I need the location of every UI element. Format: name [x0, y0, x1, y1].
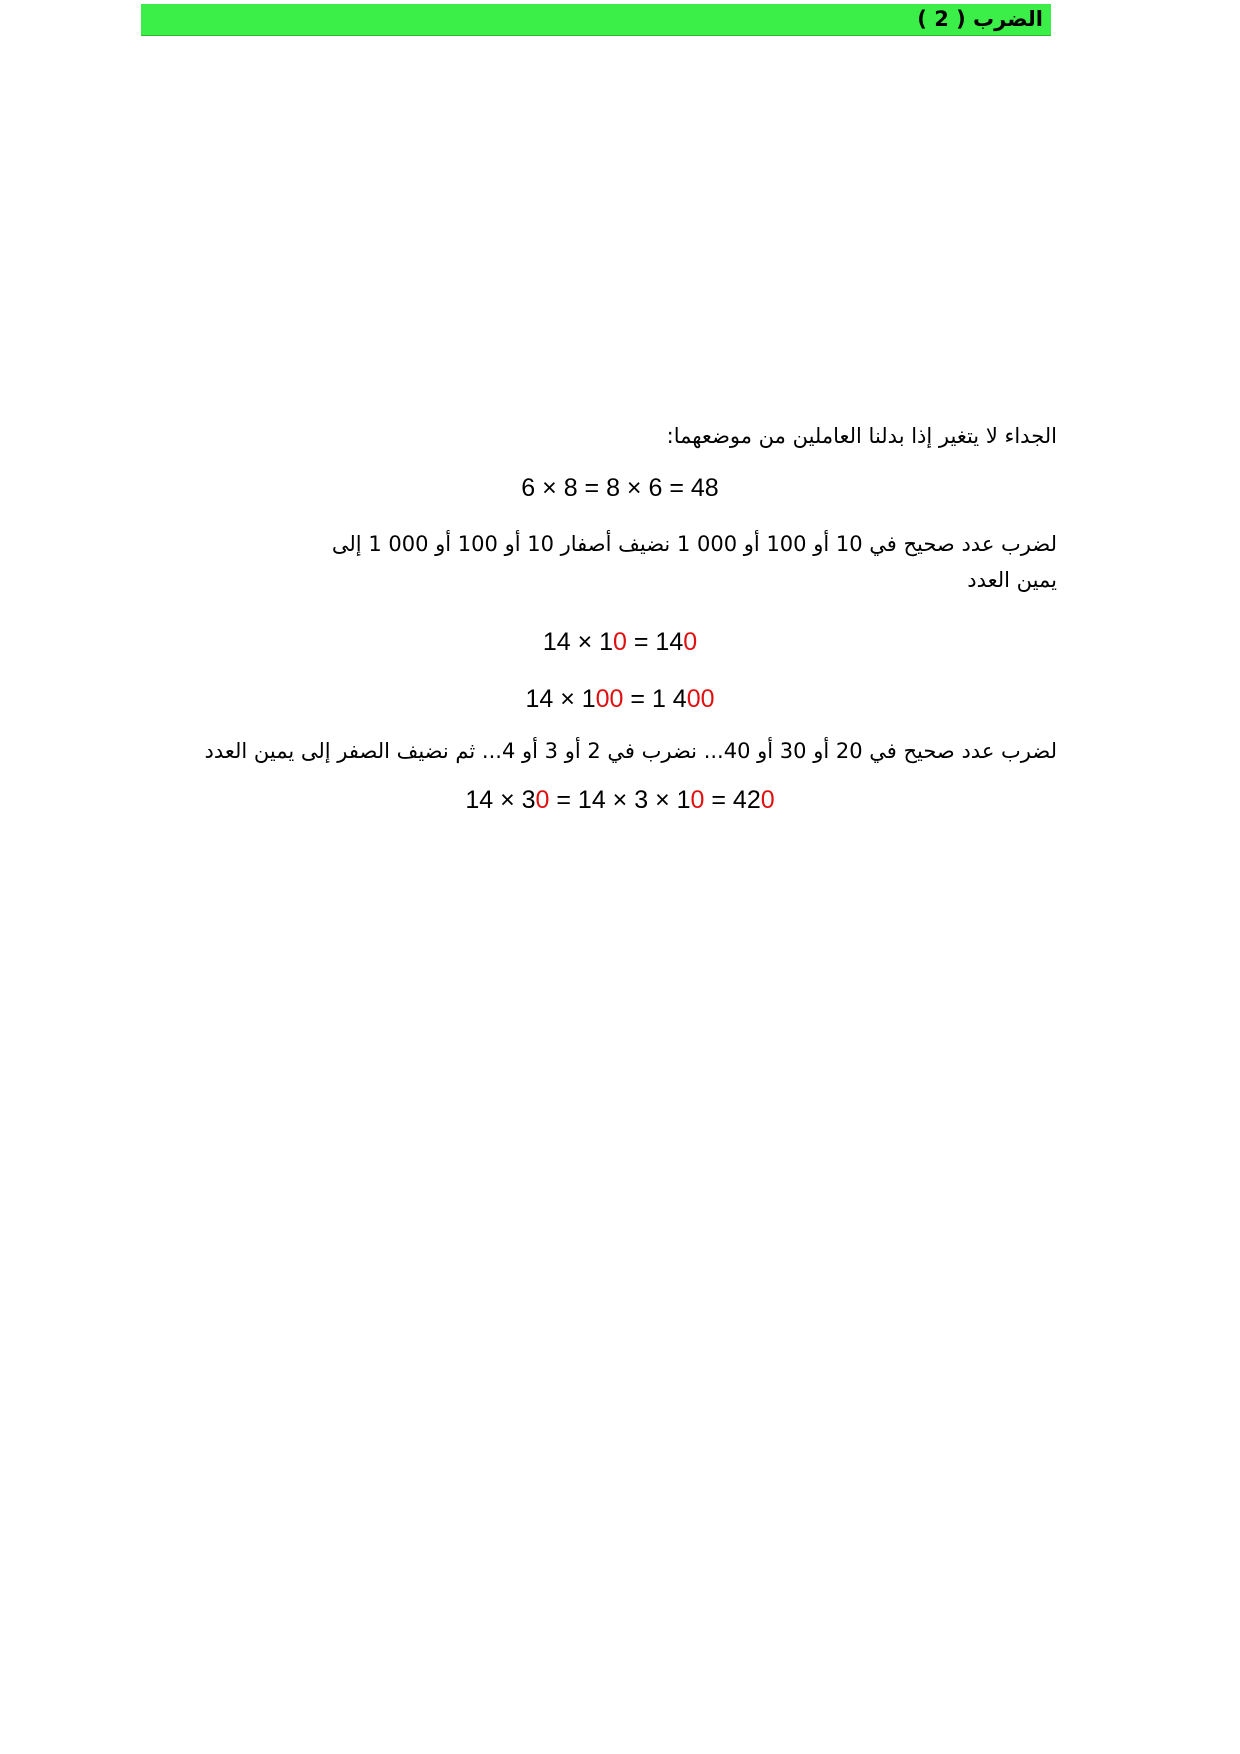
eq-thirty-red-zero-1: 0 — [535, 786, 550, 814]
eq-thirty-part-1: 14 × 3 — [465, 786, 536, 814]
eq-thirty-part-2: = 14 × 3 × 1 — [549, 786, 691, 814]
eq-thirty-red-zero-3: 0 — [760, 786, 775, 814]
powers-rule-line-1: لضرب عدد صحيح في 10 أو 100 أو 000 1 نضيف أصفار 10 أو 100 أو 000 1 إلى — [331, 532, 1057, 556]
powers-rule-line-2: يمين العدد — [967, 568, 1057, 592]
eq-ten-red-zero-b: 0 — [683, 628, 698, 656]
tens-rule-text: لضرب عدد صحيح في 20 أو 30 أو 40... نضرب في 2 أو 3 أو 4... ثم نضيف الصفر إلى يمين العدد — [204, 739, 1057, 763]
page-title: الضرب ( 2 ) — [917, 7, 1043, 31]
eq-ten-part-b: = 14 — [626, 628, 684, 656]
eq-ten-red-zero-a: 0 — [613, 628, 627, 656]
eq-hundred-part-a: 14 × 1 — [525, 685, 596, 713]
eq-hundred-red-zeros-b: 00 — [686, 685, 715, 713]
commutative-equation: 6 × 8 = 8 × 6 = 48 — [521, 474, 719, 502]
eq-thirty-part-3: = 42 — [704, 786, 761, 814]
eq-ten-part-a: 14 × 1 — [542, 628, 614, 656]
commutative-rule-text: الجداء لا يتغير إذا بدلنا العاملين من موضعهما: — [666, 424, 1057, 448]
equation-times-thirty — [0, 786, 1240, 815]
eq-hundred-part-b: = 1 4 — [623, 685, 687, 713]
header-bar — [141, 4, 1051, 36]
equation-times-hundred — [0, 685, 1240, 714]
eq-hundred-red-zeros-a: 00 — [595, 685, 624, 713]
eq-thirty-red-zero-2: 0 — [690, 786, 705, 814]
powers-rule-text — [177, 526, 1057, 598]
equation-times-ten — [0, 628, 1240, 657]
